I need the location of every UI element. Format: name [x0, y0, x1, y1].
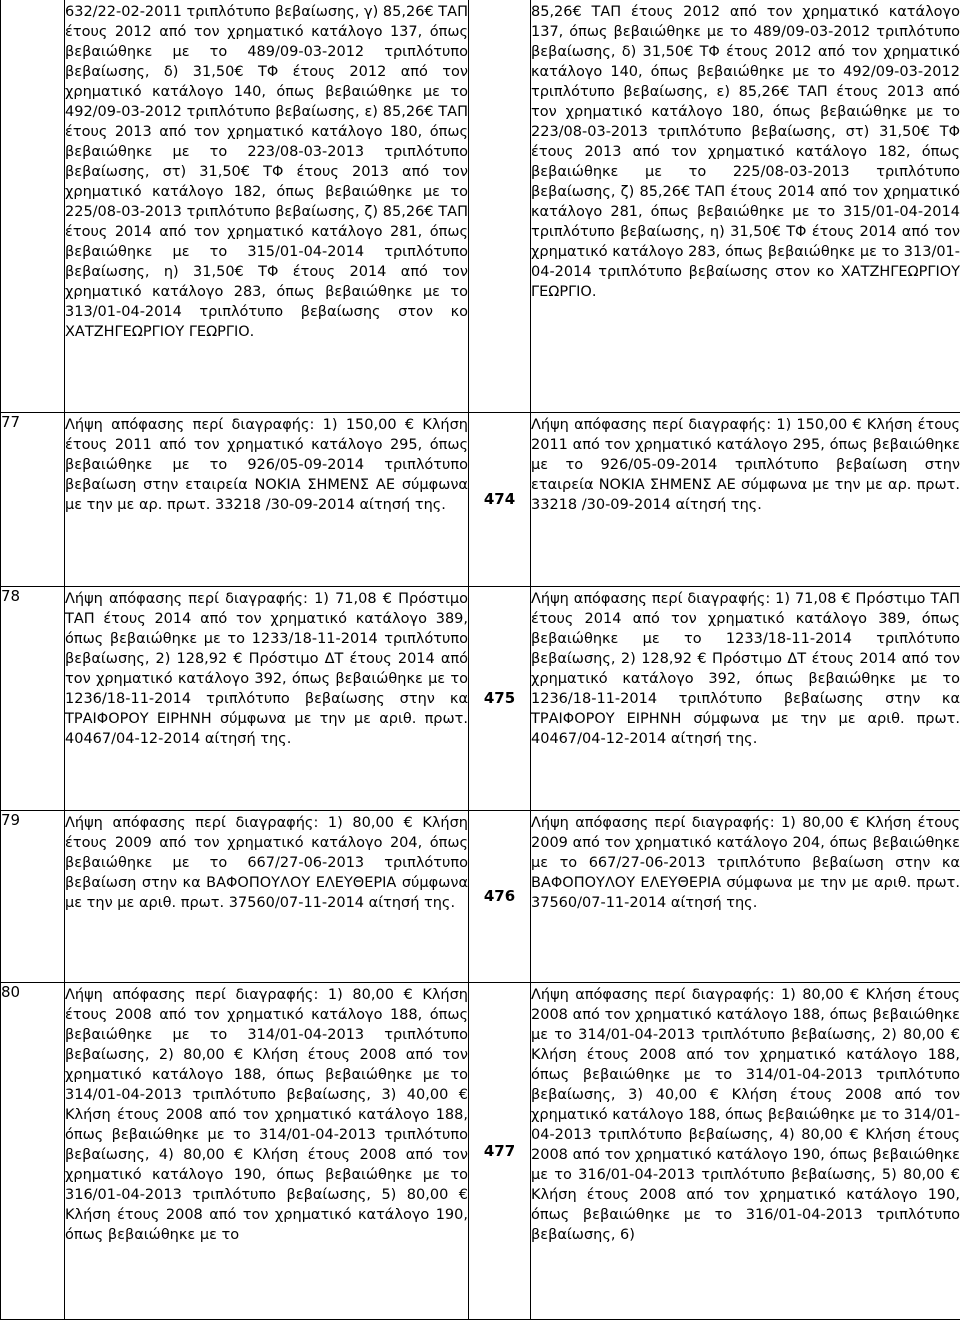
decision-number: 477	[469, 982, 531, 1320]
table-row	[1, 810, 960, 982]
decision-text-body: Λήψη απόφασης περί διαγραφής: 1) 80,00 € Κλήση έτους 2009 από τον χρηματικό κατάλογο 204, όπως βεβαιώθηκε με το 667/27-06-2013 τριπλότυπο βεβαίωση στην κα ΒΑΦΟΠΟΥΛΟΥ ΕΛΕΥΘΕΡΙΑ σύμφωνα με την με αριθ. πρωτ. 37560/07-11-2014 αίτησή της.	[531, 814, 960, 911]
item-text-body: Λήψη απόφασης περί διαγραφής: 1) 71,08 € Πρόστιμο ΤΑΠ έτους 2014 από τον χρηματικό κατάλογο 389, όπως βεβαιώθηκε με το 1233/18-11-2014 τριπλότυπο βεβαίωσης, 2) 128,92 € Πρόστιμο ΔΤ έτους 2014 από τον χρηματικό κατάλογο 392, όπως βεβαιώθηκε με το 1236/18-11-2014 τριπλότυπο βεβαίωσης στην κα ΤΡΑΙΦΟΡΟΥ ΕΙΡΗΝΗ σύμφωνα με την με αριθ. πρωτ. 40467/04-12-2014 αίτησή της.	[65, 590, 468, 747]
item-text-body: Λήψη απόφασης περί διαγραφής: 1) 80,00 € Κλήση έτους 2009 από τον χρηματικό κατάλογο 204, όπως βεβαιώθηκε με το 667/27-06-2013 τριπλότυπο βεβαίωση στην κα ΒΑΦΟΠΟΥΛΟΥ ΕΛΕΥΘΕΡΙΑ σύμφωνα με την με αριθ. πρωτ. 37560/07-11-2014 αίτησή της.	[65, 814, 468, 911]
item-number	[1, 0, 65, 412]
decision-text	[531, 0, 960, 412]
decision-number: 475	[469, 586, 531, 810]
decision-text	[531, 810, 960, 982]
item-text	[65, 982, 469, 1320]
item-number: 78	[1, 586, 65, 810]
table-row	[1, 982, 960, 1320]
decision-number: 474	[469, 412, 531, 586]
item-text-body: Λήψη απόφασης περί διαγραφής: 1) 150,00 € Κλήση έτους 2011 από τον χρηματικό κατάλογο 295, όπως βεβαιώθηκε με το 926/05-09-2014 τριπλότυπο βεβαίωση στην εταιρεία ΝΟΚΙΑ ΣΗΜΕΝΣ ΑΕ σύμφωνα με την με αρ. πρωτ. 33218 /30-09-2014 αίτησή της.	[65, 416, 468, 513]
decision-text	[531, 982, 960, 1320]
decision-text-body: Λήψη απόφασης περί διαγραφής: 1) 80,00 € Κλήση έτους 2008 από τον χρηματικό κατάλογο 188, όπως βεβαιώθηκε με το 314/01-04-2013 τριπλότυπο βεβαίωσης, 2) 80,00 € Κλήση έτους 2008 από τον χρηματικό κατάλογο 188, όπως βεβαιώθηκε με το 314/01-04-2013 τριπλότυπο βεβαίωσης, 3) 40,00 € Κλήση έτους 2008 από τον χρηματικό κατάλογο 188, όπως βεβαιώθηκε με το 314/01-04-2013 τριπλότυπο βεβαίωσης, 4) 80,00 € Κλήση έτους 2008 από τον χρηματικό κατάλογο 190, όπως βεβαιώθηκε με το 316/01-04-2013 τριπλότυπο βεβαίωσης, 5) 80,00 € Κλήση έτους 2008 από τον χρηματικό κατάλογο 190, όπως βεβαιώθηκε με το 316/01-04-2013 τριπλότυπο βεβαίωσης, 6)	[531, 986, 960, 1243]
decision-number: 476	[469, 810, 531, 982]
table-row	[1, 0, 960, 412]
table-row	[1, 586, 960, 810]
item-text	[65, 586, 469, 810]
item-text-body: Λήψη απόφασης περί διαγραφής: 1) 80,00 € Κλήση έτους 2008 από τον χρηματικό κατάλογο 188, όπως βεβαιώθηκε με το 314/01-04-2013 τριπλότυπο βεβαίωσης, 2) 80,00 € Κλήση έτους 2008 από τον χρηματικό κατάλογο 188, όπως βεβαιώθηκε με το 314/01-04-2013 τριπλότυπο βεβαίωσης, 3) 40,00 € Κλήση έτους 2008 από τον χρηματικό κατάλογο 188, όπως βεβαιώθηκε με το 314/01-04-2013 τριπλότυπο βεβαίωσης, 4) 80,00 € Κλήση έτους 2008 από τον χρηματικό κατάλογο 190, όπως βεβαιώθηκε με το 316/01-04-2013 τριπλότυπο βεβαίωσης, 5) 80,00 € Κλήση έτους 2008 από τον χρηματικό κατάλογο 190, όπως βεβαιώθηκε με το	[65, 986, 468, 1243]
decision-number	[469, 0, 531, 412]
item-text-body: 632/22-02-2011 τριπλότυπο βεβαίωσης, γ) 85,26€ ΤΑΠ έτους 2012 από τον χρηματικό κατάλογο 137, όπως βεβαιώθηκε με το 489/09-03-2012 τριπλότυπο βεβαίωσης, δ) 31,50€ ΤΦ έτους 2012 από τον χρηματικό κατάλογο 140, όπως βεβαιώθηκε με το 492/09-03-2012 τριπλότυπο βεβαίωσης, ε) 85,26€ ΤΑΠ έτους 2013 από τον χρηματικό κατάλογο 180, όπως βεβαιώθηκε με το 223/08-03-2013 τριπλότυπο βεβαίωσης, στ) 31,50€ ΤΦ έτους 2013 από τον χρηματικό κατάλογο 182, όπως βεβαιώθηκε με το 225/08-03-2013 τριπλότυπο βεβαίωσης, ζ) 85,26€ ΤΑΠ έτους 2014 από τον χρηματικό κατάλογο 281, όπως βεβαιώθηκε με το 315/01-04-2014 τριπλότυπο βεβαίωσης, η) 31,50€ ΤΦ έτους 2014 από τον χρηματικό κατάλογο 283, όπως βεβαιώθηκε με το 313/01-04-2014 τριπλότυπο βεβαίωσης στον κο ΧΑΤΖΗΓΕΩΡΓΙΟΥ ΓΕΩΡΓΙΟ.	[65, 4, 468, 340]
item-number: 77	[1, 412, 65, 586]
table-row	[1, 412, 960, 586]
decision-text-body: Λήψη απόφασης περί διαγραφής: 1) 71,08 € Πρόστιμο ΤΑΠ έτους 2014 από τον χρηματικό κατάλογο 389, όπως βεβαιώθηκε με το 1233/18-11-2014 τριπλότυπο βεβαίωσης, 2) 128,92 € Πρόστιμο ΔΤ έτους 2014 από τον χρηματικό κατάλογο 392, όπως βεβαιώθηκε με το 1236/18-11-2014 τριπλότυπο βεβαίωσης στην κα ΤΡΑΙΦΟΡΟΥ ΕΙΡΗΝΗ σύμφωνα με την με αριθ. πρωτ. 40467/04-12-2014 αίτησή της.	[531, 590, 960, 747]
decision-text-body: 85,26€ ΤΑΠ έτους 2012 από τον χρηματικό κατάλογο 137, όπως βεβαιώθηκε με το 489/09-03-2012 τριπλότυπο βεβαίωσης, δ) 31,50€ ΤΦ έτους 2012 από τον χρηματικό κατάλογο 140, όπως βεβαιώθηκε με το 492/09-03-2012 τριπλότυπο βεβαίωσης, ε) 85,26€ ΤΑΠ έτους 2013 από τον χρηματικό κατάλογο 180, όπως βεβαιώθηκε με το 223/08-03-2013 τριπλότυπο βεβαίωσης, στ) 31,50€ ΤΦ έτους 2013 από τον χρηματικό κατάλογο 182, όπως βεβαιώθηκε με το 225/08-03-2013 τριπλότυπο βεβαίωσης, ζ) 85,26€ ΤΑΠ έτους 2014 από τον χρηματικό κατάλογο 281, όπως βεβαιώθηκε με το 315/01-04-2014 τριπλότυπο βεβαίωσης, η) 31,50€ ΤΦ έτους 2014 από τον χρηματικό κατάλογο 283, όπως βεβαιώθηκε με το 313/01-04-2014 τριπλότυπο βεβαίωσης στον κο ΧΑΤΖΗΓΕΩΡΓΙΟΥ ΓΕΩΡΓΙΟ.	[531, 4, 960, 300]
decision-text	[531, 586, 960, 810]
item-text	[65, 412, 469, 586]
item-number: 79	[1, 810, 65, 982]
decision-text-body: Λήψη απόφασης περί διαγραφής: 1) 150,00 € Κλήση έτους 2011 από τον χρηματικό κατάλογο 295, όπως βεβαιώθηκε με το 926/05-09-2014 τριπλότυπο βεβαίωση στην εταιρεία ΝΟΚΙΑ ΣΗΜΕΝΣ ΑΕ σύμφωνα με την με αρ. πρωτ. 33218 /30-09-2014 αίτησή της.	[531, 416, 960, 513]
item-number: 80	[1, 982, 65, 1320]
decision-text	[531, 412, 960, 586]
item-text	[65, 0, 469, 412]
item-text	[65, 810, 469, 982]
